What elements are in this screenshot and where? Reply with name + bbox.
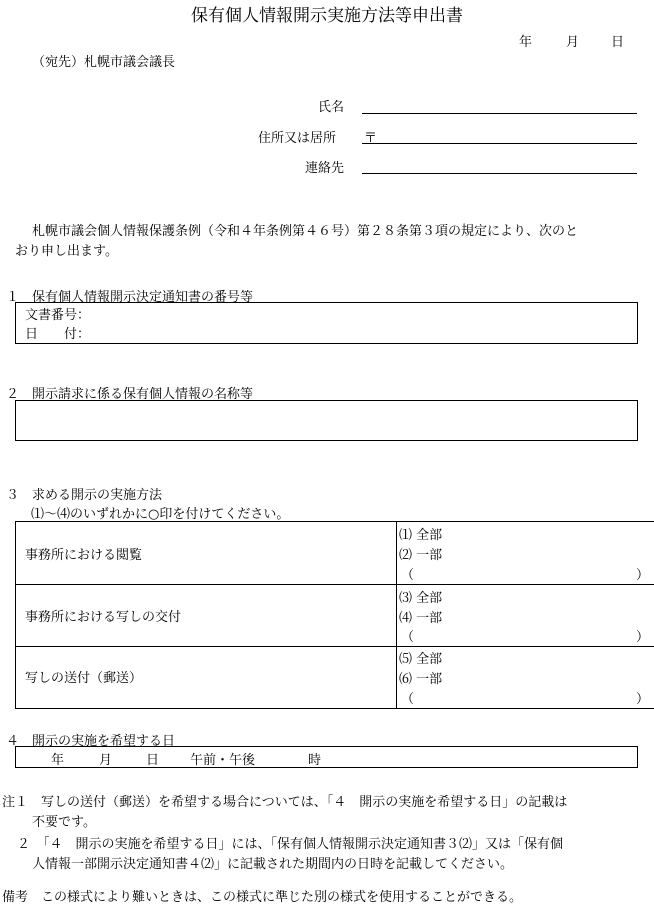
contact-label: 連絡先: [305, 161, 345, 176]
section2-input-box[interactable]: [15, 400, 638, 441]
date-field-ampm: 午前・午後: [190, 753, 256, 768]
section4-heading: ４ 開示の実施を希望する日: [6, 734, 176, 749]
name-label: 氏名: [318, 100, 345, 115]
methods-table-divider: [396, 521, 397, 709]
paren-close: ）: [636, 630, 650, 645]
methods-row-separator: [15, 584, 654, 585]
paren-open: （: [401, 692, 415, 707]
paren-open: （: [401, 568, 415, 583]
intro-line-1: 札幌市議会個人情報保護条例（令和４年条例第４６号）第２８条第３項の規定により、次のと: [32, 224, 579, 239]
section3-instruction: ⑴～⑷のいずれかに○印を付けてください。: [31, 507, 290, 522]
method-option[interactable]: ⑹ 一部: [399, 672, 443, 687]
method-label: 事務所における閲覧: [25, 548, 143, 563]
method-option[interactable]: ⑵ 一部: [399, 548, 443, 563]
note-1-line-2: 不要です。: [32, 815, 96, 830]
date-field-hour: 時: [308, 753, 322, 768]
postal-mark: 〒: [364, 131, 378, 146]
note-1-line-1: 注１ 写しの送付（郵送）を希望する場合については、「４ 開示の実施を希望する日」の記載は: [2, 795, 568, 810]
date-field-year: 年: [51, 753, 65, 768]
method-label: 写しの送付（郵送）: [25, 671, 143, 686]
method-label: 事務所における写しの交付: [25, 610, 182, 625]
method-option[interactable]: ⑸ 全部: [399, 652, 443, 667]
intro-line-2: おり申し出ます。: [15, 244, 118, 259]
section1-heading: １ 保有個人情報開示決定通知書の番号等: [6, 290, 254, 305]
section1-box: [15, 302, 638, 344]
method-option[interactable]: ⑷ 一部: [399, 611, 443, 626]
date-month-label: 月: [566, 35, 580, 50]
contact-field[interactable]: [362, 173, 637, 174]
date-year-label: 年: [519, 35, 533, 50]
address-label: 住所又は居所: [258, 131, 337, 146]
paren-open: （: [401, 630, 415, 645]
method-option[interactable]: ⑴ 全部: [399, 528, 443, 543]
date-day-label: 日: [611, 35, 625, 50]
page-title: 保有個人情報開示実施方法等申出書: [191, 6, 463, 26]
remarks: 備考 この様式により難いときは、この様式に準じた別の様式を使用することができる。: [2, 890, 523, 905]
addressee: （宛先）札幌市議会議長: [32, 55, 176, 70]
section2-heading: ２ 開示請求に係る保有個人情報の名称等: [6, 387, 254, 402]
note-2-line-2: 人情報一部開示決定通知書４⑵」に記載された期間内の日時を記載してください。: [32, 857, 514, 872]
paren-close: ）: [636, 692, 650, 707]
date-field-month: 月: [99, 753, 113, 768]
note-2-line-1: ２ 「４ 開示の実施を希望する日」には、「保有個人情報開示決定通知書３⑵」又は「保有個: [17, 837, 564, 852]
date-field-day: 日: [146, 753, 160, 768]
doc-date-label: 日 付：: [25, 327, 91, 342]
doc-number-label: 文書番号：: [25, 308, 91, 323]
section3-heading: ３ 求める開示の実施方法: [6, 488, 163, 503]
address-field[interactable]: [362, 143, 637, 144]
paren-close: ）: [636, 568, 650, 583]
method-option[interactable]: ⑶ 全部: [399, 591, 443, 606]
name-field[interactable]: [362, 113, 637, 114]
methods-row-separator: [15, 646, 654, 647]
